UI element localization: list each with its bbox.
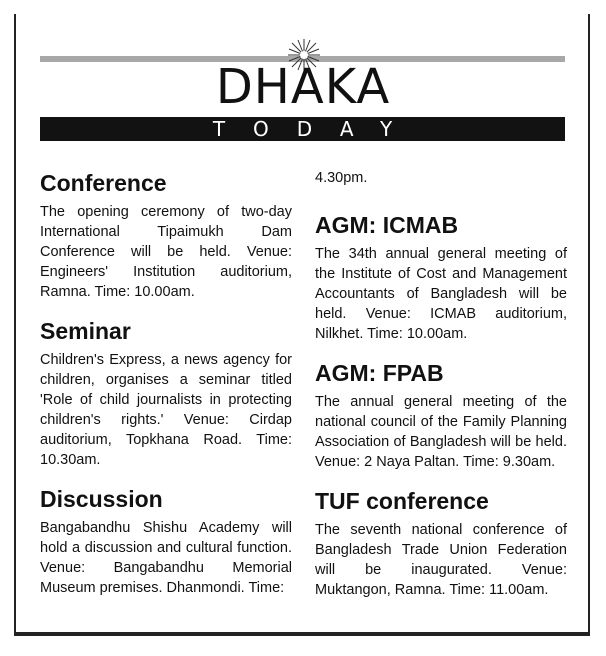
event-body: The annual general meeting of the national council of the Family Planning Association of Bangladesh will be held. Venue: 2 Naya Paltan. Time: 9.30am. [315, 394, 567, 470]
event-agm-icmab [315, 212, 567, 344]
left-column [40, 170, 292, 614]
event-body: The 34th annual general meeting of the Institute of Cost and Management Accountants of Bangladesh will be held. Venue: ICMAB auditorium, Nilkhet. Time: 10.00am. [315, 246, 567, 342]
continued-text: 4.30pm. [315, 170, 368, 186]
masthead-title: DHAKA [215, 59, 391, 115]
event-headline: AGM: ICMAB [315, 212, 459, 238]
event-headline: Seminar [40, 318, 131, 344]
event-headline: Discussion [40, 486, 163, 512]
event-body: Children's Express, a news agency for children, organises a seminar titled 'Role of child journalists in protecting children's rights.' Venue: Cirdap auditorium, Topkhana Road. Time: 10.30am. [40, 352, 292, 468]
right-column [315, 170, 567, 616]
bottom-rule [14, 634, 590, 636]
event-headline: AGM: FPAB [315, 360, 444, 386]
event-body: The seventh national conference of Bangladesh Trade Union Federation will be inaugurated. Venue: Muktangon, Ramna. Time: 11.00am. [315, 522, 567, 598]
event-conference [40, 170, 292, 302]
event-headline: TUF conference [315, 488, 489, 514]
event-agm-fpab [315, 360, 567, 472]
masthead-subtitle-bar: TODAY [40, 117, 565, 141]
event-headline: Conference [40, 170, 167, 196]
event-discussion [40, 486, 292, 598]
event-body: The opening ceremony of two-day International Tipaimukh Dam Conference will be held. Venue: Engineers' Institution auditorium, Ramna. Time: 10.00am. [40, 204, 292, 300]
event-tuf-conference [315, 488, 567, 600]
event-seminar [40, 318, 292, 470]
event-body: Bangabandhu Shishu Academy will hold a discussion and cultural function. Venue: Bangabandhu Memorial Museum premises. Dhanmondi. Time: [40, 520, 292, 596]
